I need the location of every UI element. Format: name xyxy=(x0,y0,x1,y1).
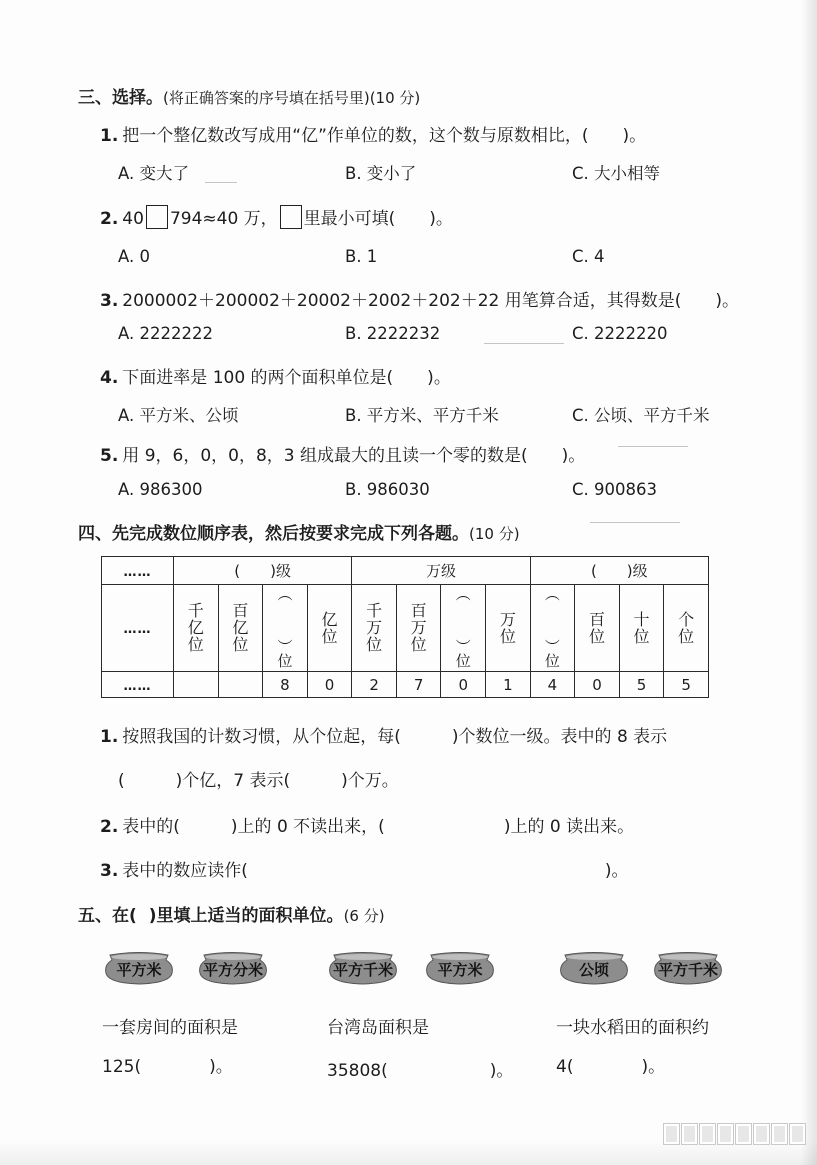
place-cell xyxy=(664,585,709,672)
paren-bottom: ︶ xyxy=(455,638,471,656)
table-cell xyxy=(102,672,174,698)
question-number: 3. xyxy=(100,291,119,311)
level-wan xyxy=(352,557,530,585)
section-5-heading-a: 五、在( xyxy=(78,906,137,926)
question-3-4 xyxy=(100,363,451,388)
question-3-1 xyxy=(100,121,646,146)
place-label: 百亿位 xyxy=(232,601,249,654)
toolbar-button[interactable] xyxy=(772,1124,787,1144)
option-b: B. 986030 xyxy=(345,480,430,499)
ellipsis-text: …… xyxy=(123,622,152,637)
place-label: 万位 xyxy=(499,609,516,646)
question-4-3 xyxy=(100,856,629,881)
digit-cell: 0 xyxy=(307,672,352,698)
place-label: 百万位 xyxy=(410,601,427,654)
level-blank-1[interactable] xyxy=(174,557,352,585)
section-3-heading: 三、选择。 xyxy=(78,88,163,108)
paren-top: ︵ xyxy=(544,585,560,603)
paren-top: ︵ xyxy=(455,585,471,603)
digit-cell: 1 xyxy=(486,672,531,698)
pot-label: 平方米 xyxy=(437,961,483,979)
digit-cell: 5 xyxy=(619,672,664,698)
place-blank-cell[interactable] xyxy=(441,585,486,672)
place-cell xyxy=(352,585,397,672)
table-cell xyxy=(102,557,174,585)
option-a: A. 2222222 xyxy=(118,324,213,343)
question-number: 5. xyxy=(100,446,119,466)
place-blank-cell[interactable] xyxy=(530,585,575,672)
unit-pot[interactable] xyxy=(653,951,723,985)
section-4-title xyxy=(78,519,520,544)
question-text: 把一个整亿数改写成用“亿”作单位的数，这个数与原数相比，( )。 xyxy=(122,126,647,146)
question-3-2 xyxy=(100,204,453,229)
section-3-note: (将正确答案的序号填在括号里)(10 分) xyxy=(163,89,421,107)
wei-char: 位 xyxy=(455,652,471,670)
place-cell xyxy=(396,585,441,672)
option-b: B. 1 xyxy=(345,247,378,266)
question-number: 2. xyxy=(100,817,119,837)
place-blank-cell[interactable] xyxy=(263,585,308,672)
paren-bottom: ︶ xyxy=(544,638,560,656)
toolbar-button[interactable] xyxy=(700,1124,715,1144)
question-3-5 xyxy=(100,441,585,466)
section-5-note: (6 分) xyxy=(343,907,385,925)
option-c: C. 2222220 xyxy=(572,324,668,343)
pot-label: 平方千米 xyxy=(332,961,393,979)
question-4-1 xyxy=(100,722,667,747)
unit-pot[interactable] xyxy=(104,951,174,985)
area-question-2: 台湾岛面积是 xyxy=(327,1018,429,1038)
digit-cell: 0 xyxy=(441,672,486,698)
level-row xyxy=(102,557,709,585)
area-answer-2[interactable]: 35808( )。 xyxy=(327,1061,514,1081)
ellipsis-text: …… xyxy=(123,678,152,694)
viewer-toolbar xyxy=(664,1124,805,1144)
place-cell xyxy=(218,585,263,672)
option-b: B. 2222232 xyxy=(345,324,441,343)
section-5-heading-b: )里填上适当的面积单位。 xyxy=(148,906,344,926)
question-text-post: 里最小可填( )。 xyxy=(303,209,453,229)
question-text: 2000002＋200002＋20002＋2002＋202＋22 用笔算合适，其得数是( )。 xyxy=(122,291,739,311)
pot-label: 公顷 xyxy=(578,961,609,979)
option-a: A. 变大了 xyxy=(118,164,189,183)
option-c: C. 4 xyxy=(572,247,605,266)
place-cell xyxy=(174,585,219,672)
digit-cell: 8 xyxy=(263,672,308,698)
place-value-table xyxy=(101,556,709,698)
place-label: 百位 xyxy=(588,609,605,646)
option-b: B. 平方米、平方千米 xyxy=(345,406,499,425)
question-number: 1. xyxy=(100,727,119,747)
place-row xyxy=(102,585,709,672)
toolbar-button[interactable] xyxy=(664,1124,679,1144)
digit-cell: 2 xyxy=(352,672,397,698)
toolbar-button[interactable] xyxy=(736,1124,751,1144)
ellipsis-text: …… xyxy=(123,564,152,580)
question-text: 下面进率是 100 的两个面积单位是( )。 xyxy=(122,368,451,388)
digit-cell: 4 xyxy=(530,672,575,698)
scan-mark xyxy=(618,446,688,447)
unit-pot[interactable] xyxy=(559,951,629,985)
wei-char: 位 xyxy=(277,652,293,670)
question-text-mid: 794≈40 万， xyxy=(169,209,278,229)
option-c: C. 900863 xyxy=(572,480,657,499)
question-number: 1. xyxy=(100,126,119,146)
digit-cell: 0 xyxy=(575,672,620,698)
table-cell xyxy=(102,585,174,672)
option-b: B. 变小了 xyxy=(345,164,417,183)
scan-mark xyxy=(590,522,680,523)
place-cell xyxy=(575,585,620,672)
question-4-2 xyxy=(100,812,634,837)
pot-label: 平方千米 xyxy=(657,961,718,979)
section-4-heading: 四、先完成数位顺序表，然后按要求完成下列各题。 xyxy=(78,524,469,544)
unit-pot[interactable] xyxy=(425,951,495,985)
page-edge-shadow xyxy=(801,0,817,1165)
unit-pot[interactable] xyxy=(328,951,398,985)
question-text: 用 9，6，0，0，8，3 组成最大的且读一个零的数是( )。 xyxy=(122,446,586,466)
wei-char: 位 xyxy=(544,652,560,670)
place-cell xyxy=(619,585,664,672)
area-question-1: 一套房间的面积是 xyxy=(102,1018,238,1038)
question-number: 3. xyxy=(100,861,119,881)
level-label: ( )级 xyxy=(234,562,292,580)
pot-label: 平方米 xyxy=(116,961,162,979)
question-number: 2. xyxy=(100,209,119,229)
question-3-3 xyxy=(100,286,739,311)
option-c: C. 公顷、平方千米 xyxy=(572,406,710,425)
paren-top: ︵ xyxy=(277,585,293,603)
question-number: 4. xyxy=(100,368,119,388)
toolbar-button[interactable] xyxy=(754,1124,769,1144)
section-4-note: (10 分) xyxy=(469,525,520,543)
place-label: 亿位 xyxy=(321,609,338,646)
toolbar-button[interactable] xyxy=(682,1124,697,1144)
option-a: A. 平方米、公顷 xyxy=(118,406,239,425)
level-label: ( )级 xyxy=(590,562,648,580)
question-text-pre: 40 xyxy=(122,209,144,229)
area-question-3: 一块水稻田的面积约 xyxy=(556,1018,709,1038)
area-answer-1[interactable]: 125( )。 xyxy=(102,1057,233,1077)
option-a: A. 986300 xyxy=(118,480,203,499)
answer-box[interactable] xyxy=(146,205,168,229)
option-a: A. 0 xyxy=(118,247,150,266)
digit-cell xyxy=(174,672,219,698)
digit-cell: 5 xyxy=(664,672,709,698)
level-blank-2[interactable] xyxy=(530,557,708,585)
question-text: 表中的数应读作( )。 xyxy=(122,861,629,881)
question-text: 表中的( )上的 0 不读出来，( )上的 0 读出来。 xyxy=(122,817,635,837)
digit-cell: 7 xyxy=(396,672,441,698)
scan-mark xyxy=(205,182,237,183)
place-label: 千亿位 xyxy=(187,601,204,654)
answer-box[interactable] xyxy=(280,205,302,229)
option-c: C. 大小相等 xyxy=(572,164,661,183)
question-text: 按照我国的计数习惯，从个位起，每( )个数位一级。表中的 8 表示 xyxy=(122,727,668,747)
place-label: 个位 xyxy=(678,609,695,646)
place-label: 千万位 xyxy=(366,601,383,654)
place-cell xyxy=(486,585,531,672)
section-3-title xyxy=(78,83,420,108)
digit-cell xyxy=(218,672,263,698)
scan-mark xyxy=(484,343,564,344)
level-label: 万级 xyxy=(425,562,456,580)
toolbar-button[interactable] xyxy=(718,1124,733,1144)
section-5-title xyxy=(78,901,385,926)
place-label: 十位 xyxy=(633,609,650,646)
digit-row xyxy=(102,672,709,698)
pot-label: 平方分米 xyxy=(202,961,263,979)
paren-bottom: ︶ xyxy=(277,638,293,656)
unit-pot[interactable] xyxy=(198,951,268,985)
toolbar-button[interactable] xyxy=(790,1124,805,1144)
place-cell xyxy=(307,585,352,672)
question-4-1-line2: ( )个亿，7 表示( )个万。 xyxy=(118,771,399,791)
area-answer-3[interactable]: 4( )。 xyxy=(556,1057,666,1077)
